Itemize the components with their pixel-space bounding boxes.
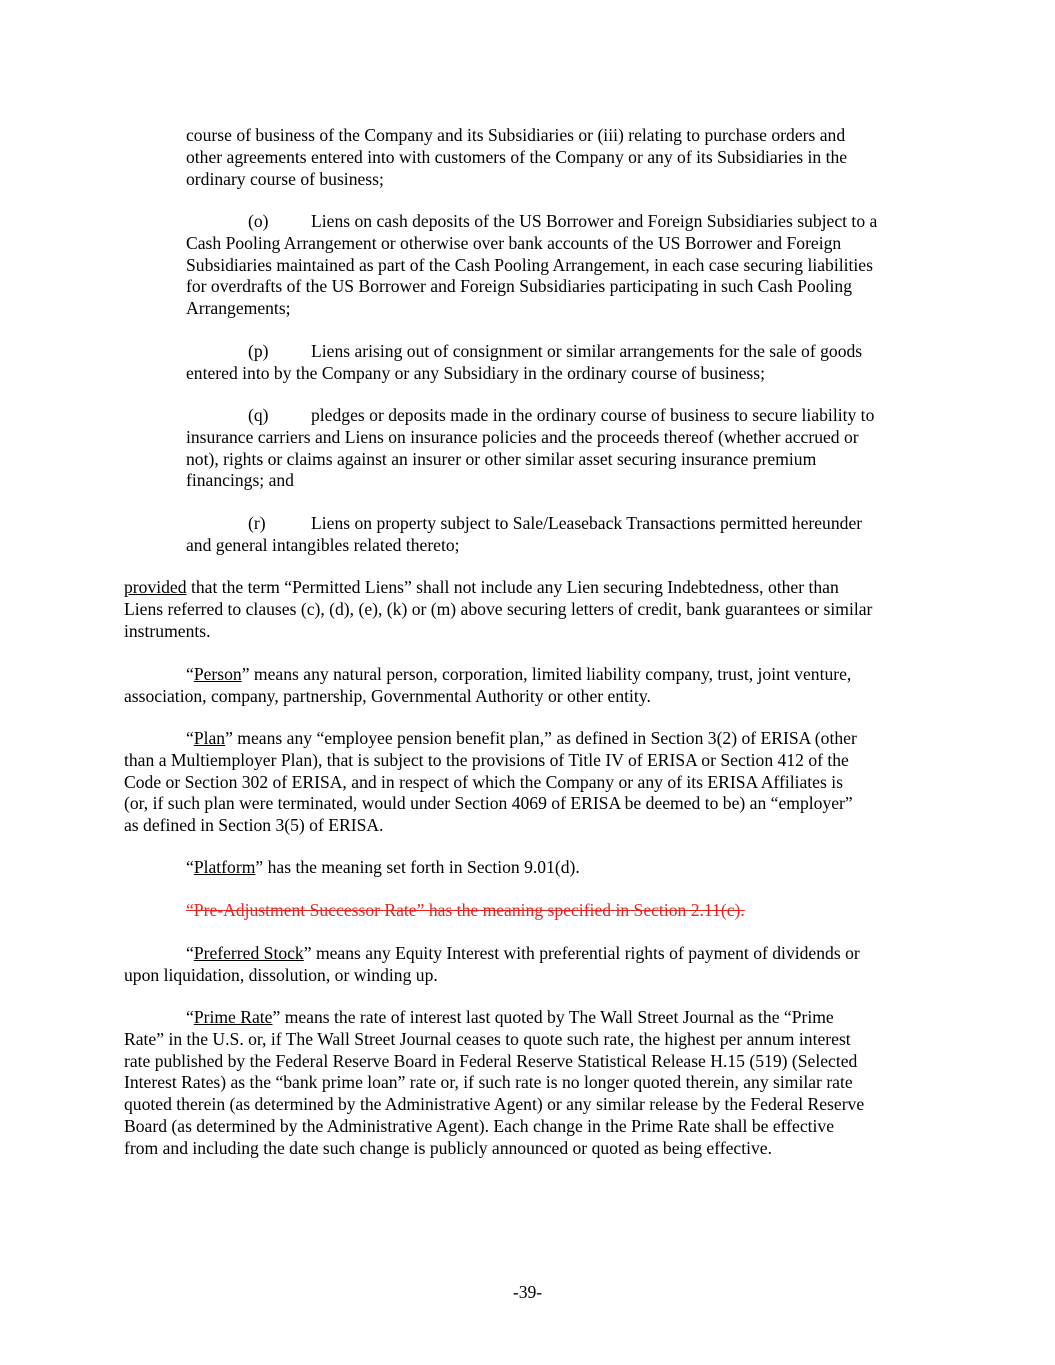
text-line: ” means the rate of interest last quoted by The Wall Street Journal as the “Prime xyxy=(272,1007,834,1027)
text-line: for overdrafts of the US Borrower and Foreign Subsidiaries participating in such Cash Pooling xyxy=(186,276,853,297)
clause-number: (q) xyxy=(248,405,269,425)
proviso-lead-word: provided xyxy=(124,577,187,597)
text-line: rate published by the Federal Reserve Board in Federal Reserve Statistical Release H.15 (519) (Selected xyxy=(124,1050,858,1071)
text-line: and general intangibles related thereto; xyxy=(186,534,460,555)
text-line: ” means any “employee pension benefit plan,” as defined in Section 3(2) of ERISA (other xyxy=(225,728,857,748)
text-line: pledges or deposits made in the ordinary course of business to secure liability to xyxy=(311,405,875,425)
clause-number: (r) xyxy=(248,513,266,533)
text-line: ” has the meaning set forth in Section 9.01(d). xyxy=(255,857,580,877)
text-line: Liens referred to clauses (c), (d), (e), (k) or (m) above securing letters of credit, bank guarantees or similar xyxy=(124,598,873,619)
struck-text: “Pre-Adjustment Successor Rate” has the meaning specified in Section 2.11(c). xyxy=(186,900,745,920)
text-line: ” means any Equity Interest with preferential rights of payment of dividends or xyxy=(303,943,860,963)
defined-term: Preferred Stock xyxy=(193,943,304,963)
text-line: Liens on property subject to Sale/Leaseback Transactions permitted hereunder xyxy=(311,513,863,533)
text-line: ” means any natural person, corporation, limited liability company, trust, joint venture, xyxy=(241,664,852,684)
clause-p xyxy=(186,341,862,385)
text-line: instruments. xyxy=(124,620,211,641)
definition-prime-rate: “Prime Rate” means the rate of interest last quoted by The Wall Street Journal as the “Prime Rate” in the U.S. or, if The Wall Street Journal ceases to quote such rate, the highest per annum interest rate published by the Federal Reserve Board in Federal Reserve Statistical Release H.15 (519) (Selected Interest Rates) as the “bank prime loan” rate or, if such rate is no longer quoted therein, any similar rate quoted therein (as determined by the Administrative Agent) or any similar release by the Federal Reserve Board (as determined by the Administrative Agent). Each change in the Prime Rate shall be effective from and including the date such change is publicly announced or quoted as being effective. xyxy=(124,1007,865,1158)
clause-o xyxy=(186,211,877,320)
page-number: -39- xyxy=(512,1282,543,1302)
text-line: Subsidiaries maintained as part of the Cash Pooling Arrangement, in each case securing liabilities xyxy=(186,254,873,275)
defined-term: Plan xyxy=(193,728,226,748)
text-line: as defined in Section 3(5) of ERISA. xyxy=(124,815,384,836)
proviso-paragraph xyxy=(124,577,872,642)
text-line: Rate” in the U.S. or, if The Wall Street Journal ceases to quote such rate, the highest per annum interest xyxy=(124,1028,851,1049)
text-line: course of business of the Company and its Subsidiaries or (iii) relating to purchase orders and xyxy=(186,125,846,145)
text-line: insurance carriers and Liens on insurance policies and the proceeds thereof (whether accrued or xyxy=(186,426,859,447)
text-line: entered into by the Company or any Subsidiary in the ordinary course of business; xyxy=(186,362,766,383)
text-line: association, company, partnership, Governmental Authority or other entity. xyxy=(124,685,651,706)
text-line: not), rights or claims against an insurer or other similar asset securing insurance premium xyxy=(186,448,817,469)
text-line: Interest Rates) as the “bank prime loan” rate or, if such rate is no longer quoted therein, any similar rate xyxy=(124,1072,853,1093)
text-line: Board (as determined by the Administrative Agent). Each change in the Prime Rate shall be effective xyxy=(124,1115,835,1136)
definition-person: “Person” means any natural person, corporation, limited liability company, trust, joint venture, association, company, partnership, Governmental Authority or other entity. xyxy=(124,664,852,706)
defined-term: Platform xyxy=(193,857,256,877)
text-line: Liens on cash deposits of the US Borrower and Foreign Subsidiaries subject to a xyxy=(311,211,878,231)
clause-number: (o) xyxy=(248,211,269,231)
text-line: Arrangements; xyxy=(186,298,291,319)
clause-number: (p) xyxy=(248,341,269,361)
text-line: Liens arising out of consignment or similar arrangements for the sale of goods xyxy=(311,341,863,361)
text-line: other agreements entered into with customers of the Company or any of its Subsidiaries in the xyxy=(186,146,848,167)
clause-n-continuation xyxy=(186,125,847,190)
definition-platform: “Platform” has the meaning set forth in Section 9.01(d). xyxy=(186,857,580,877)
text-line: quoted therein (as determined by the Administrative Agent) or any similar release by the Federal Reserve xyxy=(124,1094,865,1115)
definition-pre-adjustment-deleted xyxy=(124,900,745,922)
text-line: that the term “Permitted Liens” shall not include any Lien securing Indebtedness, other than xyxy=(186,577,839,597)
text-line: Code or Section 302 of ERISA, and in respect of which the Company or any of its ERISA Affiliates is xyxy=(124,771,843,792)
definition-preferred-stock: “Preferred Stock” means any Equity Interest with preferential rights of payment of dividends or upon liquidation, dissolution, or winding up. xyxy=(124,943,860,985)
defined-term: Person xyxy=(193,664,242,684)
text-line: ordinary course of business; xyxy=(186,168,384,189)
definition-plan: “Plan” means any “employee pension benefit plan,” as defined in Section 3(2) of ERISA (other than a Multiemployer Plan), that is subject to the provisions of Title IV of ERISA or Section 412 of the Code or Section 302 of ERISA, and in respect of which the Company or any of its ERISA Affiliates is (or, if such plan were terminated, would under Section 4069 of ERISA be deemed to be) an “employer” as defined in Section 3(5) of ERISA. xyxy=(124,728,857,836)
text-line: than a Multiemployer Plan), that is subject to the provisions of Title IV of ERISA or Section 412 of the xyxy=(124,749,849,770)
clause-r xyxy=(186,513,862,557)
text-line: (or, if such plan were terminated, would under Section 4069 of ERISA be deemed to be) an “employer” xyxy=(124,793,853,814)
defined-term: Prime Rate xyxy=(193,1007,273,1027)
text-line: upon liquidation, dissolution, or winding up. xyxy=(124,964,438,985)
text-line: financings; and xyxy=(186,470,294,491)
text-line: from and including the date such change is publicly announced or quoted as being effective. xyxy=(124,1137,772,1158)
text-line: Cash Pooling Arrangement or otherwise over bank accounts of the US Borrower and Foreign xyxy=(186,232,842,253)
clause-q xyxy=(186,405,874,492)
